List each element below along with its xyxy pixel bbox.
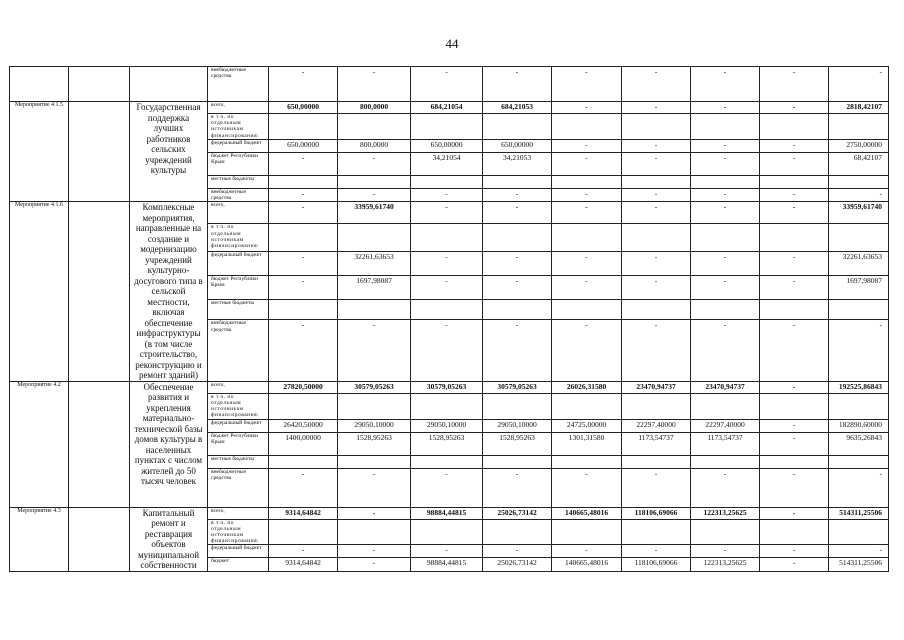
- value-cell: -: [622, 320, 691, 381]
- value-cell: -: [269, 468, 338, 507]
- value-cell: -: [411, 275, 483, 299]
- measure-name-cell: Государственная поддержка лучших работников сельских учреждений культуры: [130, 102, 208, 202]
- empty-cell: [760, 519, 829, 545]
- value-cell: 27820,50000: [269, 381, 338, 393]
- value-cell: -: [483, 202, 552, 224]
- value-cell: -: [622, 139, 691, 152]
- measure-name-cell: Капитальный ремонт и реставрация объектов муниципальной собственности: [130, 507, 208, 571]
- empty-cell: [760, 114, 829, 140]
- empty-cell: [269, 455, 338, 468]
- value-cell: -: [269, 188, 338, 201]
- empty-cell: [829, 224, 889, 251]
- blank-cell: [69, 381, 130, 507]
- empty-cell: [483, 224, 552, 251]
- empty-cell: [691, 393, 760, 419]
- empty-cell: [269, 224, 338, 251]
- value-cell: -: [622, 275, 691, 299]
- value-cell: -: [622, 545, 691, 558]
- empty-cell: [622, 300, 691, 320]
- table-row: [10, 67, 889, 102]
- source-label: в т.ч. по отдельным источникам финансирования:: [208, 224, 269, 251]
- value-cell: 1301,31580: [552, 432, 622, 455]
- empty-cell: [829, 300, 889, 320]
- value-cell: -: [760, 558, 829, 571]
- value-cell: -: [691, 202, 760, 224]
- value-cell: -: [269, 320, 338, 381]
- value-cell: -: [552, 320, 622, 381]
- empty-cell: [552, 519, 622, 545]
- value-cell: 33959,61740: [338, 202, 411, 224]
- value-cell: -: [338, 468, 411, 507]
- value-cell: 26026,31580: [552, 381, 622, 393]
- value-cell: 1173,54737: [622, 432, 691, 455]
- empty-cell: [552, 393, 622, 419]
- empty-cell: [411, 455, 483, 468]
- value-cell: 800,0000: [338, 139, 411, 152]
- empty-cell: [552, 300, 622, 320]
- value-cell: -: [552, 139, 622, 152]
- source-label: местные бюджеты: [208, 175, 269, 188]
- empty-cell: [829, 519, 889, 545]
- value-cell: -: [622, 468, 691, 507]
- empty-cell: [483, 393, 552, 419]
- value-cell: -: [760, 419, 829, 432]
- value-cell: -: [338, 320, 411, 381]
- source-label: федеральный бюджет: [208, 419, 269, 432]
- value-cell: -: [338, 558, 411, 571]
- value-cell: -: [829, 188, 889, 201]
- empty-cell: [411, 393, 483, 419]
- empty-cell: [411, 224, 483, 251]
- value-cell: -: [411, 188, 483, 201]
- value-cell: -: [760, 320, 829, 381]
- source-label: всего,: [208, 507, 269, 519]
- value-cell: -: [552, 202, 622, 224]
- value-cell: 1173,54737: [691, 432, 760, 455]
- empty-cell: [269, 393, 338, 419]
- value-cell: -: [829, 545, 889, 558]
- empty-cell: [483, 114, 552, 140]
- value-cell: -: [269, 152, 338, 175]
- value-cell: 32261,63653: [338, 251, 411, 275]
- value-cell: 25026,73142: [483, 558, 552, 571]
- value-cell: -: [552, 545, 622, 558]
- value-cell: 1697,98087: [338, 275, 411, 299]
- value-cell: 9635,26843: [829, 432, 889, 455]
- source-label: в т.ч. по отдельным источникам финансирования:: [208, 114, 269, 140]
- empty-cell: [483, 300, 552, 320]
- value-cell: 30579,05263: [338, 381, 411, 393]
- empty-cell: [760, 224, 829, 251]
- value-cell: -: [338, 152, 411, 175]
- value-cell: -: [552, 188, 622, 201]
- measure-name-cell: Обеспечение развития и укрепления материально-технической базы домов культуры в населенных пунктах с числом жителей до 50 тысяч человек: [130, 381, 208, 507]
- empty-cell: [691, 175, 760, 188]
- empty-cell: [829, 393, 889, 419]
- empty-cell: [269, 300, 338, 320]
- value-cell: 23470,94737: [622, 381, 691, 393]
- value-cell: 29050,10000: [338, 419, 411, 432]
- value-cell: -: [760, 507, 829, 519]
- value-cell: 122313,25625: [691, 558, 760, 571]
- value-cell: -: [338, 507, 411, 519]
- value-cell: -: [691, 468, 760, 507]
- value-cell: 684,21053: [483, 102, 552, 114]
- value-cell: 98884,44815: [411, 507, 483, 519]
- table-row: [10, 381, 889, 393]
- blank-cell: [69, 67, 130, 102]
- empty-cell: [269, 175, 338, 188]
- value-cell: 1528,95263: [411, 432, 483, 455]
- value-cell: 22297,40000: [691, 419, 760, 432]
- source-label: федеральный бюджет: [208, 545, 269, 558]
- empty-cell: [483, 175, 552, 188]
- source-label: бюджет: [208, 558, 269, 571]
- value-cell: -: [829, 468, 889, 507]
- value-cell: -: [338, 545, 411, 558]
- value-cell: 1528,95263: [338, 432, 411, 455]
- value-cell: -: [760, 545, 829, 558]
- empty-cell: [760, 175, 829, 188]
- page-number: 44: [445, 36, 459, 51]
- value-cell: 650,00000: [411, 139, 483, 152]
- source-label: местные бюджеты: [208, 300, 269, 320]
- source-label: внебюджетные средства: [208, 67, 269, 102]
- value-cell: 1528,95263: [483, 432, 552, 455]
- table-body: [10, 67, 889, 572]
- value-cell: -: [483, 320, 552, 381]
- value-cell: -: [269, 202, 338, 224]
- value-cell: -: [269, 251, 338, 275]
- value-cell: -: [691, 102, 760, 114]
- empty-cell: [483, 455, 552, 468]
- value-cell: 650,00000: [269, 102, 338, 114]
- value-cell: -: [760, 202, 829, 224]
- value-cell: 514311,25506: [829, 558, 889, 571]
- blank-cell: [69, 202, 130, 382]
- measure-code-cell: Мероприятие 4.3: [10, 507, 69, 571]
- value-cell: -: [483, 67, 552, 102]
- empty-cell: [411, 519, 483, 545]
- value-cell: -: [483, 188, 552, 201]
- empty-cell: [622, 393, 691, 419]
- value-cell: -: [269, 545, 338, 558]
- empty-cell: [338, 519, 411, 545]
- value-cell: -: [552, 251, 622, 275]
- value-cell: 32261,63653: [829, 251, 889, 275]
- value-cell: 33959,61740: [829, 202, 889, 224]
- value-cell: -: [691, 320, 760, 381]
- source-label: внебюджетные средства: [208, 188, 269, 201]
- value-cell: 34,21054: [411, 152, 483, 175]
- value-cell: 26420,50000: [269, 419, 338, 432]
- value-cell: -: [691, 139, 760, 152]
- source-label: всего,: [208, 381, 269, 393]
- value-cell: -: [691, 251, 760, 275]
- source-label: федеральный бюджет: [208, 139, 269, 152]
- value-cell: -: [691, 152, 760, 175]
- value-cell: -: [552, 468, 622, 507]
- value-cell: -: [338, 67, 411, 102]
- value-cell: -: [622, 152, 691, 175]
- source-label: бюджет Республики Крым: [208, 152, 269, 175]
- value-cell: -: [483, 468, 552, 507]
- empty-cell: [552, 114, 622, 140]
- source-label: бюджет Республики Крым: [208, 432, 269, 455]
- empty-cell: [691, 300, 760, 320]
- value-cell: -: [483, 275, 552, 299]
- value-cell: 9314,64842: [269, 507, 338, 519]
- source-label: всего,: [208, 202, 269, 224]
- value-cell: 2818,42107: [829, 102, 889, 114]
- source-label: в т.ч. по отдельным источникам финансирования:: [208, 393, 269, 419]
- value-cell: 25026,73142: [483, 507, 552, 519]
- empty-cell: [338, 224, 411, 251]
- value-cell: -: [760, 152, 829, 175]
- value-cell: 24725,00000: [552, 419, 622, 432]
- source-label: местные бюджеты: [208, 455, 269, 468]
- empty-cell: [269, 519, 338, 545]
- measure-name-cell: Комплексные мероприятия, направленные на создание и модернизацию учреждений культурно-досугового типа в сельской местности, включая обеспечение инфраструктуры (в том числе строительство, реконструкцию и ремонт зданий): [130, 202, 208, 382]
- empty-cell: [691, 114, 760, 140]
- empty-cell: [622, 455, 691, 468]
- measure-name-cell: [130, 67, 208, 102]
- source-label: всего,: [208, 102, 269, 114]
- value-cell: -: [691, 545, 760, 558]
- value-cell: 9314,64842: [269, 558, 338, 571]
- measure-code-cell: Мероприятие 4.1.6: [10, 202, 69, 382]
- value-cell: -: [269, 275, 338, 299]
- table-row: [10, 102, 889, 114]
- value-cell: -: [760, 251, 829, 275]
- blank-cell: [69, 507, 130, 571]
- empty-cell: [552, 224, 622, 251]
- source-label: внебюджетные средства: [208, 320, 269, 381]
- empty-cell: [338, 455, 411, 468]
- measure-code-cell: Мероприятие 4.2: [10, 381, 69, 507]
- value-cell: 650,00000: [483, 139, 552, 152]
- empty-cell: [622, 519, 691, 545]
- value-cell: -: [760, 381, 829, 393]
- table-row: [10, 507, 889, 519]
- value-cell: -: [760, 67, 829, 102]
- empty-cell: [411, 114, 483, 140]
- empty-cell: [338, 114, 411, 140]
- value-cell: 514311,25506: [829, 507, 889, 519]
- empty-cell: [691, 519, 760, 545]
- measure-code-cell: [10, 67, 69, 102]
- value-cell: 22297,40000: [622, 419, 691, 432]
- value-cell: -: [760, 188, 829, 201]
- empty-cell: [552, 455, 622, 468]
- value-cell: 684,21054: [411, 102, 483, 114]
- value-cell: 2750,00000: [829, 139, 889, 152]
- value-cell: -: [411, 545, 483, 558]
- value-cell: -: [552, 67, 622, 102]
- value-cell: 122313,25625: [691, 507, 760, 519]
- value-cell: -: [411, 468, 483, 507]
- value-cell: 140665,48016: [552, 507, 622, 519]
- empty-cell: [622, 175, 691, 188]
- value-cell: -: [760, 468, 829, 507]
- value-cell: -: [622, 67, 691, 102]
- value-cell: 29050,10000: [411, 419, 483, 432]
- empty-cell: [411, 300, 483, 320]
- value-cell: -: [338, 188, 411, 201]
- value-cell: -: [622, 251, 691, 275]
- value-cell: -: [691, 188, 760, 201]
- value-cell: -: [622, 202, 691, 224]
- empty-cell: [691, 455, 760, 468]
- empty-cell: [552, 175, 622, 188]
- table-row: [10, 202, 889, 224]
- value-cell: 68,42107: [829, 152, 889, 175]
- empty-cell: [338, 175, 411, 188]
- value-cell: -: [622, 102, 691, 114]
- empty-cell: [622, 114, 691, 140]
- value-cell: -: [411, 251, 483, 275]
- value-cell: 1400,00000: [269, 432, 338, 455]
- value-cell: 118106,69066: [622, 558, 691, 571]
- value-cell: -: [622, 188, 691, 201]
- empty-cell: [760, 300, 829, 320]
- value-cell: 182890,60000: [829, 419, 889, 432]
- empty-cell: [338, 300, 411, 320]
- value-cell: 800,0000: [338, 102, 411, 114]
- budget-table: [9, 66, 889, 572]
- value-cell: -: [760, 432, 829, 455]
- value-cell: -: [760, 275, 829, 299]
- value-cell: -: [269, 67, 338, 102]
- value-cell: -: [483, 251, 552, 275]
- empty-cell: [760, 455, 829, 468]
- value-cell: -: [760, 102, 829, 114]
- value-cell: -: [411, 320, 483, 381]
- value-cell: -: [552, 102, 622, 114]
- value-cell: -: [411, 202, 483, 224]
- value-cell: -: [829, 320, 889, 381]
- value-cell: 98884,44815: [411, 558, 483, 571]
- value-cell: -: [691, 275, 760, 299]
- value-cell: 34,21053: [483, 152, 552, 175]
- value-cell: 23470,94737: [691, 381, 760, 393]
- value-cell: -: [411, 67, 483, 102]
- value-cell: 1697,98087: [829, 275, 889, 299]
- source-label: федеральный бюджет: [208, 251, 269, 275]
- source-label: в т.ч. по отдельным источникам финансирования:: [208, 519, 269, 545]
- empty-cell: [338, 393, 411, 419]
- empty-cell: [411, 175, 483, 188]
- measure-code-cell: Мероприятие 4.1.5: [10, 102, 69, 202]
- empty-cell: [269, 114, 338, 140]
- source-label: внебюджетные средства: [208, 468, 269, 507]
- value-cell: 192525,86843: [829, 381, 889, 393]
- value-cell: 29050,10000: [483, 419, 552, 432]
- empty-cell: [483, 519, 552, 545]
- value-cell: 118106,69066: [622, 507, 691, 519]
- value-cell: -: [760, 139, 829, 152]
- value-cell: -: [829, 67, 889, 102]
- value-cell: -: [483, 545, 552, 558]
- value-cell: -: [552, 275, 622, 299]
- empty-cell: [829, 114, 889, 140]
- value-cell: 140665,48016: [552, 558, 622, 571]
- blank-cell: [69, 102, 130, 202]
- empty-cell: [829, 455, 889, 468]
- empty-cell: [622, 224, 691, 251]
- value-cell: -: [552, 152, 622, 175]
- empty-cell: [829, 175, 889, 188]
- value-cell: 30579,05263: [483, 381, 552, 393]
- value-cell: 30579,05263: [411, 381, 483, 393]
- empty-cell: [691, 224, 760, 251]
- value-cell: -: [691, 67, 760, 102]
- source-label: бюджет Республики Крым: [208, 275, 269, 299]
- empty-cell: [760, 393, 829, 419]
- value-cell: 650,00000: [269, 139, 338, 152]
